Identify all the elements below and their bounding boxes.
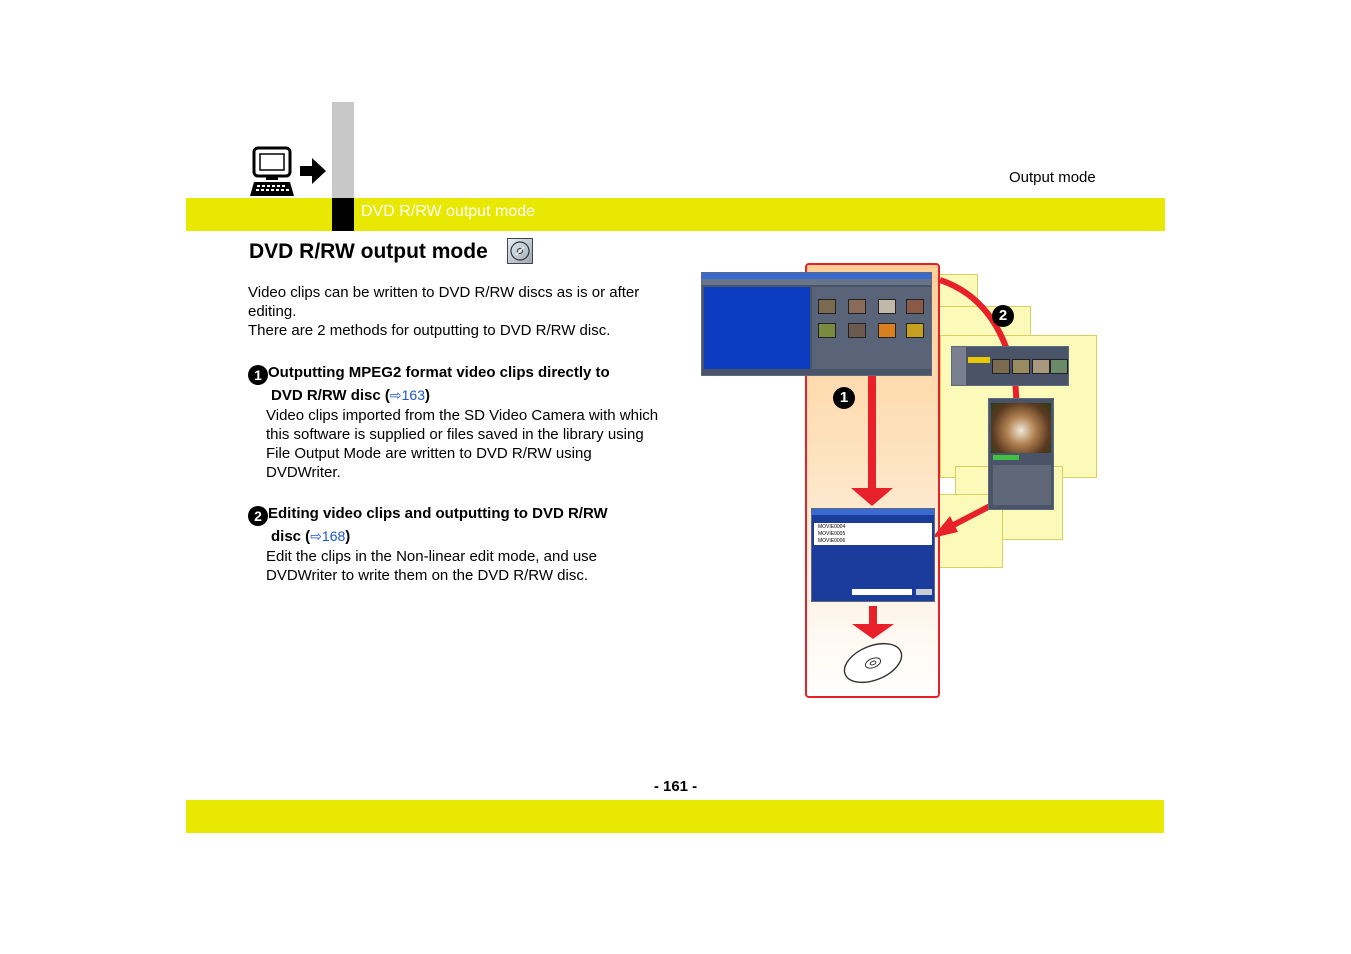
method-1-marker: 1 — [833, 387, 855, 409]
dvd-mode-icon — [507, 238, 533, 264]
page-number: - 161 - — [653, 778, 698, 795]
down-arrow-icon — [850, 606, 896, 640]
method-2-heading-line2: disc ( — [271, 528, 311, 545]
edit-window-screenshot — [951, 346, 1069, 386]
thumbnail-area — [812, 287, 931, 369]
title-list — [814, 523, 932, 545]
page-link-label: 163 — [401, 387, 425, 403]
preview-area — [704, 287, 810, 369]
clip-name: MOVIE0005 — [818, 531, 846, 537]
number-circle-icon: 2 — [248, 506, 268, 526]
method-1-body: Video clips imported from the SD Video Camera with which this software is supplied or files saved in the library using File Output Mode are written to DVD R/RW using DVDWriter. — [266, 407, 659, 481]
page-link-168[interactable]: ⇨168 — [310, 528, 346, 544]
intro-line: There are 2 methods for outputting to DVD R/RW disc. — [248, 322, 611, 339]
intro-text — [248, 283, 668, 340]
method-1-heading-line2: DVD R/RW disc ( — [271, 387, 390, 404]
clip-name: MOVIE0006 — [818, 538, 846, 544]
header-tab — [332, 102, 354, 198]
dvdwriter-window-screenshot — [811, 508, 935, 602]
computer-output-icon — [248, 146, 330, 198]
section-name: Output mode — [1009, 169, 1096, 186]
clip-name: MOVIE0004 — [818, 524, 846, 530]
window-title-bar — [812, 509, 934, 515]
player-window-screenshot — [988, 398, 1054, 510]
page-link-163[interactable]: ⇨163 — [389, 387, 425, 403]
method-2-heading: 2 Editing video clips and outputting to DVD R/RW disc (⇨168) — [248, 503, 668, 547]
library-window-screenshot — [701, 272, 932, 376]
page-link-label: 168 — [321, 528, 346, 544]
method-1-heading-line1: Outputting MPEG2 format video clips directly to — [268, 364, 610, 381]
method-2-marker: 2 — [992, 305, 1014, 327]
method-1-heading: 1 Outputting MPEG2 format video clips directly to DVD R/RW disc (⇨163) — [248, 362, 668, 406]
intro-line: Video clips can be written to DVD R/RW discs as is or after editing. — [248, 284, 640, 320]
method-1 — [248, 362, 668, 482]
header-band-marker — [332, 198, 354, 231]
number-circle-icon: 1 — [248, 365, 268, 385]
dog-preview-image — [991, 403, 1051, 453]
method-2 — [248, 503, 668, 585]
band-title: DVD R/RW output mode — [361, 203, 535, 220]
method-2-heading-line1: Editing video clips and outputting to DVD R/RW — [268, 505, 608, 522]
dvd-disc-icon — [840, 640, 906, 686]
down-arrow-icon — [849, 376, 895, 508]
page-title: DVD R/RW output mode — [249, 240, 488, 263]
method-2-body: Edit the clips in the Non-linear edit mode, and use DVDWriter to write them on the DVD R/RW disc. — [266, 548, 598, 584]
footer-band — [186, 800, 1164, 833]
